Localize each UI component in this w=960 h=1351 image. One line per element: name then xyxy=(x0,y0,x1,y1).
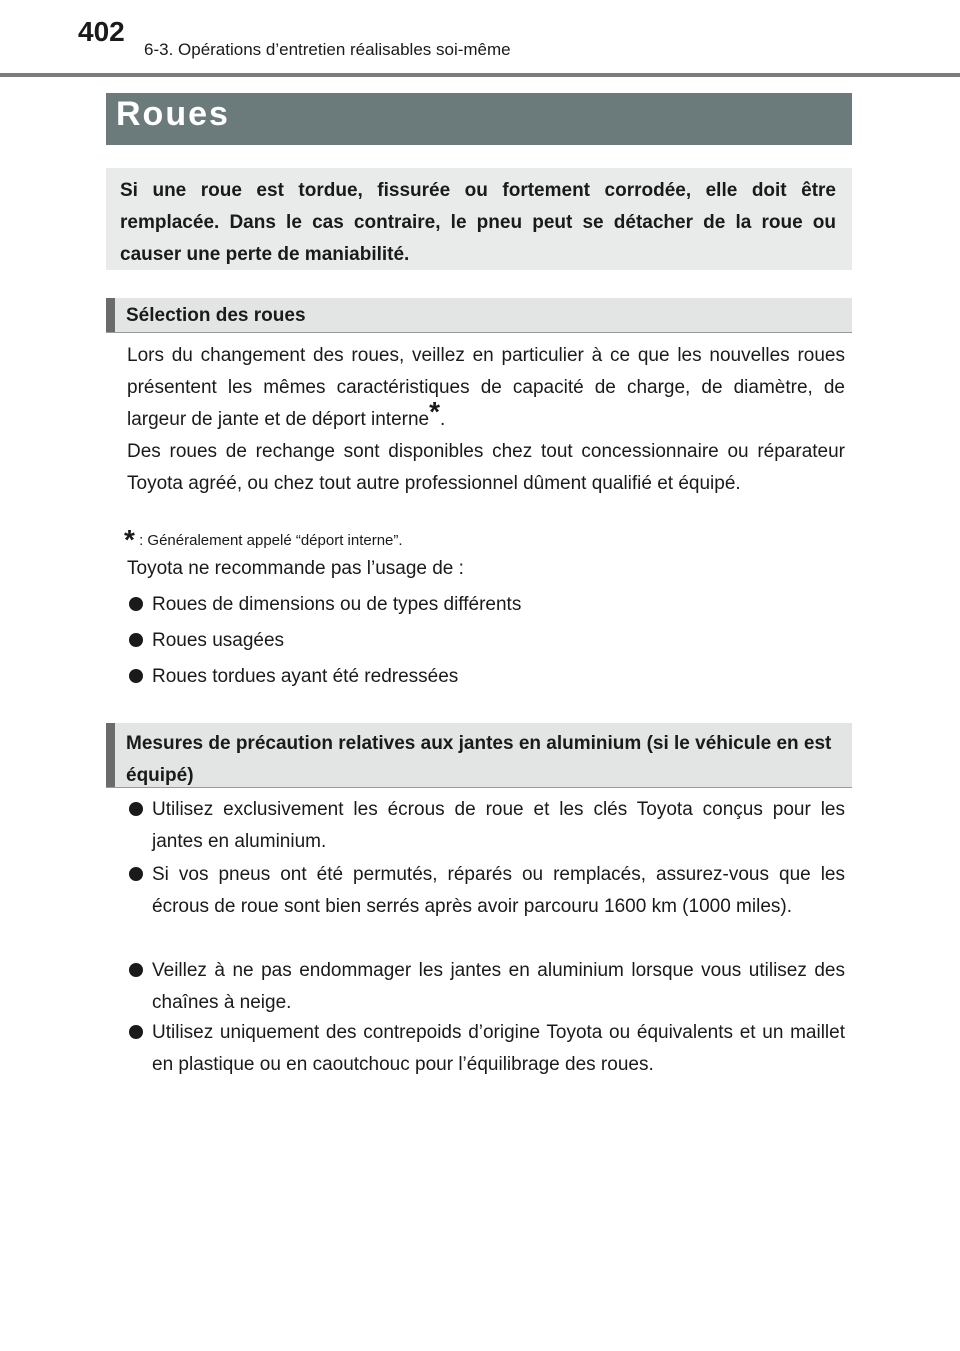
subheading-wheel-selection xyxy=(106,298,852,333)
bullet-icon xyxy=(129,669,143,683)
page-number: 402 xyxy=(78,16,125,47)
subheading-text: Sélection des roues xyxy=(126,305,306,326)
list-item xyxy=(127,661,845,693)
paragraph-period: . xyxy=(440,409,446,430)
list-item xyxy=(127,794,845,858)
page-title: Roues xyxy=(116,95,230,133)
list-item-text: Roues usagées xyxy=(152,630,285,651)
list-item xyxy=(127,625,845,657)
list-item-text: Utilisez exclusivement les écrous de roue et les clés Toyota conçus pour les jantes en aluminium. xyxy=(152,799,845,852)
footnote xyxy=(124,520,403,555)
paragraph-text: Lors du changement des roues, veillez en particulier à ce que les nouvelles roues présentent les mêmes caractéristiques de capacité de charge, de diamètre, de largeur de jante et de déport interne xyxy=(127,345,845,430)
list-item xyxy=(127,955,845,1019)
footnote-star: * xyxy=(124,524,135,555)
title-banner xyxy=(106,93,852,145)
list-item-text: Roues tordues ayant été redressées xyxy=(152,666,459,687)
bullet-icon xyxy=(129,1025,143,1039)
section-reference: 6-3. Opérations d’entretien réalisables soi-même xyxy=(144,40,511,59)
bullet-icon xyxy=(129,867,143,881)
list-item-text: Si vos pneus ont été permutés, réparés ou remplacés, assurez-vous que les écrous de roue sont bien serrés après avoir parcouru 1600 km (1000 miles). xyxy=(152,864,845,917)
not-recommended-lead: Toyota ne recommande pas l’usage de : xyxy=(127,558,464,579)
list-item-text: Roues de dimensions ou de types différents xyxy=(152,594,522,615)
footnote-marker: * xyxy=(429,396,441,427)
footnote-text: : Généralement appelé “déport interne”. xyxy=(139,532,403,549)
list-item-text: Veillez à ne pas endommager les jantes en aluminium lorsque vous utilisez des chaînes à neige. xyxy=(152,960,845,1013)
subheading-aluminium-wheels xyxy=(106,723,852,788)
list-item xyxy=(127,1017,845,1081)
bullet-icon xyxy=(129,633,143,647)
selection-paragraph xyxy=(127,340,845,500)
list-item-text: Utilisez uniquement des contrepoids d’origine Toyota ou équivalents et un maillet en plastique ou en caoutchouc pour l’équilibrage des roues. xyxy=(152,1022,845,1075)
list-item xyxy=(127,859,845,923)
paragraph-text: Des roues de rechange sont disponibles chez tout concessionnaire ou réparateur Toyota agréé, ou chez tout autre professionnel dûment qualifié et équipé. xyxy=(127,441,845,494)
list-item xyxy=(127,589,845,621)
bullet-icon xyxy=(129,597,143,611)
subheading-text: Mesures de précaution relatives aux jantes en aluminium (si le véhicule en est équipé) xyxy=(126,733,832,786)
bullet-icon xyxy=(129,802,143,816)
intro-text: Si une roue est tordue, fissurée ou fortement corrodée, elle doit être remplacée. Dans le cas contraire, le pneu peut se détacher de la roue ou causer une perte de maniabilité. xyxy=(120,180,836,265)
intro-box xyxy=(106,168,852,270)
bullet-icon xyxy=(129,963,143,977)
header-divider xyxy=(0,73,960,77)
